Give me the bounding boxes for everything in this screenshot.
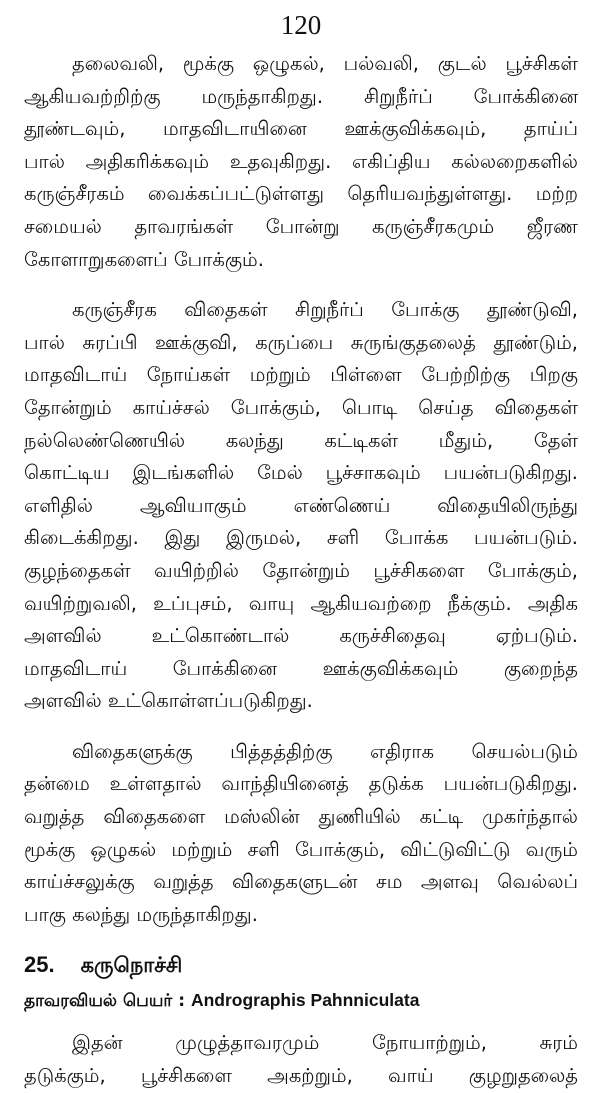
page-number: 120 xyxy=(280,10,322,40)
text-line: தூண்டவும், மாதவிடாயினை ஊக்குவிக்கவும், தாய்ப் xyxy=(24,117,578,141)
paragraph xyxy=(24,736,578,932)
text-line: வயிற்றுவலி, உப்புசம், வாயு ஆகியவற்றை நீக்கும். அதிக xyxy=(24,591,578,615)
text-line: சமையல் தாவரங்கள் போன்று கருஞ்சீரகமும் ஜீரண xyxy=(24,214,578,238)
text-line: கோளாறுகளைப் போக்கும். xyxy=(24,247,264,271)
text-line: அளவில் உட்கொண்டால் கருச்சிதைவு ஏற்படும். xyxy=(24,624,578,648)
text-line: தோன்றும் காய்ச்சல் போக்கும், பொடி செய்த விதைகள் xyxy=(24,395,578,419)
text-line: கருஞ்சீரகம் வைக்கப்பட்டுள்ளது தெரியவந்துள்ளது. மற்ற xyxy=(24,182,578,206)
text-line: மூக்கு ஒழுகல் மற்றும் சளி போக்கும், விட்டுவிட்டு வரும் xyxy=(24,837,578,861)
paragraph xyxy=(24,294,578,718)
botanical-name: Andrographis Pahnniculata xyxy=(190,990,420,1011)
text-line: கொட்டிய இடங்களில் மேல் பூச்சாகவும் பயன்படுகிறது. xyxy=(24,461,578,485)
text-line: இதன் முழுத்தாவரமும் நோயாற்றும், சுரம் xyxy=(72,1031,578,1055)
text-line: பாகு கலந்து மருந்தாகிறது. xyxy=(24,902,258,926)
paragraph xyxy=(24,48,578,276)
text-line: தலைவலி, மூக்கு ஒழுகல், பல்வலி, குடல் பூச்சிகள் xyxy=(72,52,578,75)
botanical-name-line xyxy=(24,983,578,1017)
text-line: கிடைக்கிறது. இது இருமல், சளி போக்க பயன்படும். xyxy=(24,526,578,550)
text-line: தடுக்கும், பூச்சிகளை அகற்றும், வாய் குழறுதலைத் xyxy=(24,1064,578,1088)
text-line: அளவில் உட்கொள்ளப்படுகிறது. xyxy=(24,689,313,713)
text-line: எளிதில் ஆவியாகும் எண்ணெய் விதையிலிருந்து xyxy=(24,493,578,517)
text-line: குழந்தைகள் வயிற்றில் தோன்றும் பூச்சிகளை போக்கும், xyxy=(24,558,578,582)
text-line: காய்ச்சலுக்கு வறுத்த விதைகளுடன் சம அளவு வெல்லப் xyxy=(24,870,578,894)
section-heading xyxy=(24,947,578,983)
text-line: மாதவிடாய் நோய்கள் மற்றும் பிள்ளை பேற்றிற்கு பிறகு xyxy=(24,363,578,387)
body-text xyxy=(24,48,578,931)
text-line: ஆகியவற்றிற்கு மருந்தாகிறது. சிறுநீர்ப் போக்கினை xyxy=(24,84,578,108)
text-line: கருஞ்சீரக விதைகள் சிறுநீர்ப் போக்கு தூண்டுவி, xyxy=(72,298,578,322)
text-line: நல்லெண்ணெயில் கலந்து கட்டிகள் மீதும், தேள் xyxy=(24,428,578,452)
text-line: வறுத்த விதைகளை மஸ்லின் துணியில் கட்டி முகர்ந்தால் xyxy=(24,805,578,829)
text-line: பால் சுரப்பி ஊக்குவி, கருப்பை சுருங்குதலைத் தூண்டும், xyxy=(24,330,578,354)
botanical-label: தாவரவியல் பெயர் : xyxy=(24,991,186,1012)
text-line: மாதவிடாய் போக்கினை ஊக்குவிக்கவும் குறைந்த xyxy=(24,656,578,680)
text-line: பால் அதிகரிக்கவும் உதவுகிறது. எகிப்திய கல்லறைகளில் xyxy=(24,149,578,173)
section-number: 25. xyxy=(24,952,55,978)
text-line: தன்மை உள்ளதால் வாந்தியினைத் தடுக்க பயன்படுகிறது. xyxy=(24,772,578,796)
text-line: விதைகளுக்கு பித்தத்திற்கு எதிராக செயல்படும் xyxy=(72,739,578,763)
section-paragraph xyxy=(24,1027,578,1092)
section-title: கருநொச்சி xyxy=(80,953,183,978)
